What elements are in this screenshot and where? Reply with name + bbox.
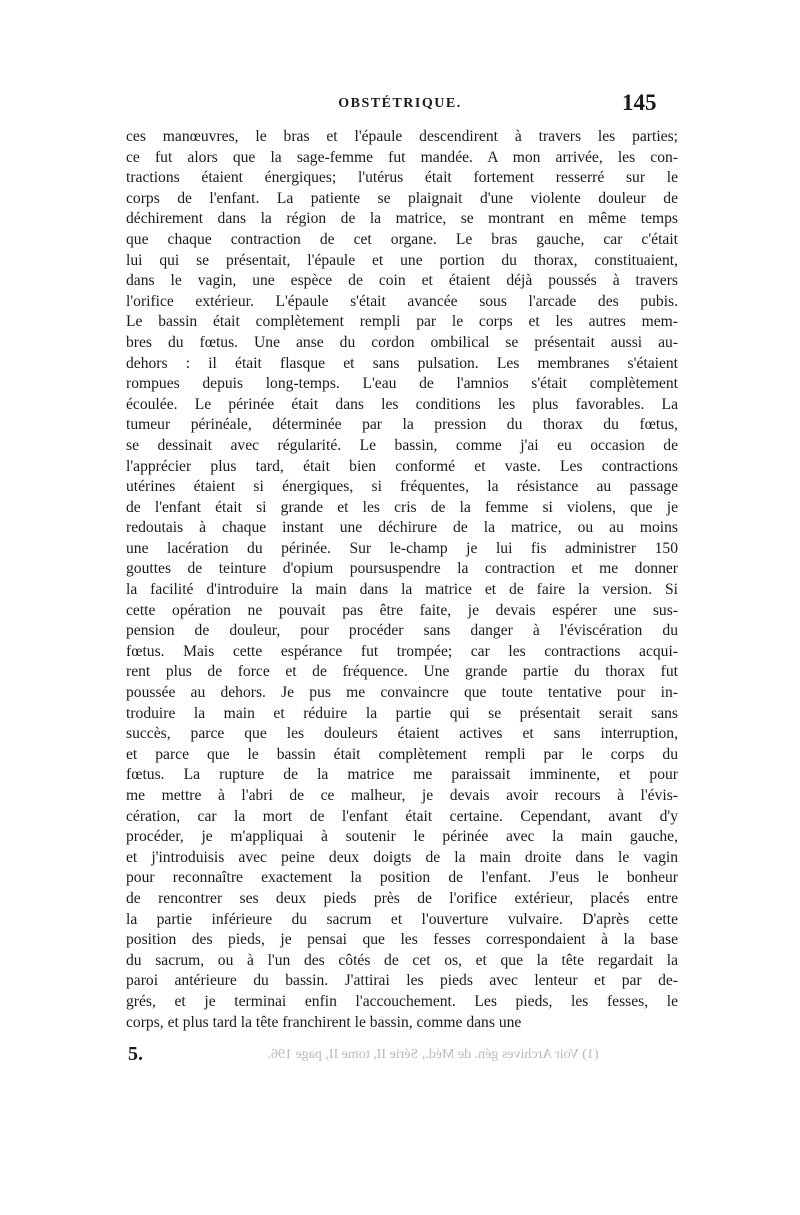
text-line: procéder, je m'appliquai à soutenir le périnée avec la main gauche, (126, 828, 678, 846)
text-line: se dessinait avec régularité. Le bassin, comme j'ai eu occasion de (126, 436, 678, 454)
text-line: déchirement dans la région de la matrice, se montrant en même temps (126, 210, 678, 228)
text-line: redoutais à chaque instant une déchirure de la matrice, ou au moins (126, 519, 678, 537)
text-line: une lacération du périnée. Sur le-champ je lui fis administrer 150 (126, 539, 678, 557)
text-line: lui qui se présentait, l'épaule et une portion du thorax, constituaient, (126, 251, 678, 269)
text-line: de l'enfant était si grande et les cris de la femme si violens, que je (126, 498, 678, 516)
text-line: Le bassin était complètement rempli par le corps et les autres mem- (126, 313, 678, 331)
text-line: ces manœuvres, le bras et l'épaule descendirent à travers les parties; (126, 128, 678, 145)
text-line: succès, parce que les douleurs étaient actives et sans interruption, (126, 725, 678, 743)
text-line: fœtus. La rupture de la matrice me paraissait imminente, et pour (126, 766, 678, 784)
text-line: position des pieds, je pensai que les fesses correspondaient à la base (126, 931, 678, 949)
running-title: OBSTÉTRIQUE. (338, 96, 462, 111)
text-line: rompues depuis long-temps. L'eau de l'amnios s'était complètement (126, 375, 678, 393)
text-line: l'apprécier plus tard, était bien conformé et vaste. Les contractions (126, 457, 678, 475)
text-line: bres du fœtus. Une anse du cordon ombilical se présentait aussi au- (126, 333, 678, 351)
text-line: paroi antérieure du bassin. J'attirai les pieds avec lenteur et par de- (126, 972, 678, 990)
text-line: du sacrum, ou à l'un des côtés de cet os, et que la tête regardait la (126, 951, 678, 969)
text-line: ce fut alors que la sage-femme fut mandée. A mon arrivée, les con- (126, 148, 678, 166)
text-line: pension de douleur, pour procéder sans danger à l'éviscération du (126, 622, 678, 640)
text-line: cette opération ne pouvait pas être faite, je devais espérer une sus- (126, 601, 678, 619)
text-line: l'orifice extérieur. L'épaule s'était avancée sous l'arcade des pubis. (126, 292, 678, 310)
text-line: rent plus de force et de fréquence. Une grande partie du thorax fut (126, 663, 678, 681)
text-line: me mettre à l'abri de ce malheur, je devais avoir recours à l'évis- (126, 787, 678, 804)
text-line: poussée au dehors. Je pus me convaincre que toute tentative pour in- (126, 684, 678, 702)
page-number: 145 (622, 90, 657, 115)
body-text (126, 127, 678, 1033)
text-line: gouttes de teinture d'opium poursuspendre la contraction et me donner (126, 560, 678, 578)
text-line: cération, car la mort de l'enfant était certaine. Cependant, avant d'y (126, 807, 678, 825)
text-line: la partie inférieure du sacrum et l'ouverture vulvaire. D'après cette (126, 910, 678, 928)
text-line: grés, et je terminai enfin l'accouchement. Les pieds, les fesses, le (126, 992, 678, 1010)
text-line: corps de l'enfant. La patiente se plaignait d'une violente douleur de (126, 189, 678, 207)
text-line: et j'introduisis avec peine deux doigts de la main droite dans le vagin (126, 848, 678, 866)
text-line: dans le vagin, une espèce de coin et étaient déjà poussés à travers (126, 272, 678, 290)
text-line: corps, et plus tard la tête franchirent le bassin, comme dans une (126, 1013, 522, 1031)
text-line: de rencontrer ses deux pieds près de l'orifice extérieur, placés entre (126, 889, 678, 907)
signature-mark: 5. (128, 1043, 143, 1065)
text-line: utérines étaient si énergiques, si fréquentes, la résistance au passage (126, 478, 678, 496)
text-line: pour reconnaître exactement la position de l'enfant. J'eus le bonheur (126, 869, 678, 887)
text-line: fœtus. Mais cette espérance fut trompée; car les contractions acqui- (126, 642, 678, 660)
text-line: que chaque contraction de cet organe. Le bras gauche, car c'était (126, 230, 678, 248)
text-line: écoulée. Le périnée était dans les conditions les plus favorables. La (126, 395, 678, 413)
text-line: la facilité d'introduire la main dans la matrice et de faire la version. Si (126, 581, 678, 599)
text-line: dehors : il était flasque et sans pulsation. Les membranes s'étaient (126, 354, 678, 372)
text-line: tractions étaient énergiques; l'utérus était fortement resserré sur le (126, 169, 678, 187)
show-through-footnote: (1) Voir Archives gén. de Méd., Série II, tome II, page 196. (267, 1047, 599, 1062)
text-line: et parce que le bassin était complètement rempli par le corps du (126, 745, 678, 763)
text-line: troduire la main et réduire la partie qui se présentait serait sans (126, 704, 678, 722)
text-line: tumeur périnéale, déterminée par la pression du thorax du fœtus, (126, 416, 678, 434)
